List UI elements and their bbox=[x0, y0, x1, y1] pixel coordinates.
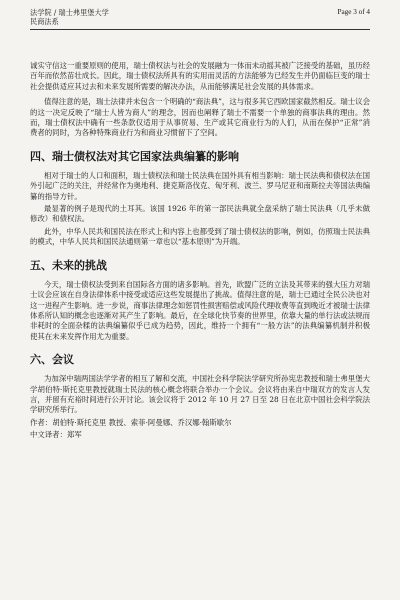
page-header bbox=[30, 8, 370, 26]
author-names: 胡伯特·斯托克里 教授、索菲·阿曼娜、乔汉娜·翰斯歇尔 bbox=[52, 417, 232, 427]
page-number: Page 3 of 4 bbox=[337, 8, 370, 16]
translator-name: 郑军 bbox=[66, 430, 82, 440]
paragraph-intro-1: 诚实守信这一重要原则的使用，瑞士债权法与社会的发展融为一体而未动摇其被广泛接受的基础，虽历经百年而依然苗壮成长。因此，瑞士债权法所具有的实用而灵活的方法能够为已经发生并仍面临巨变的瑞士社会提供适应其过去和未来发展所需要的解决办法，从而能够满足社会发展的具体需求。 bbox=[30, 61, 370, 91]
author-label: 作者： bbox=[30, 417, 53, 427]
section-4-paragraph-2: 最显著的例子是现代的土耳其。该国 1926 年的第一部民法典就全盘采纳了瑞士民法典（几乎未做修改）和债权法。 bbox=[30, 204, 370, 224]
translator-line bbox=[30, 430, 370, 440]
section-6-paragraph-1: 为加深中瑞两国法学学者的相互了解和交流，中国社会科学院法学研究所孙宪忠教授和瑞士弗里堡大学胡伯特·斯托克里教授就瑞士民法的核心概念将联合举办一个会议。会议将由来自中瑞双方的发言人发言，并留有充裕时间进行公开讨论。该会议将于 2012 年 10 月 27 日至 28 日在北京中国社会科学院法学研究所举行。 bbox=[30, 374, 370, 415]
translator-label: 中文译者： bbox=[30, 430, 67, 440]
header-institution bbox=[30, 8, 109, 26]
header-line-2: 民商法系 bbox=[30, 17, 59, 26]
section-5-title: 五、未来的挑战 bbox=[30, 258, 107, 272]
section-4-paragraph-1: 相对于瑞士的人口和面积，瑞士债权法和瑞士民法典在国外具有相当影响：瑞士民法典和债权法在国外引起广泛的关注，并经常作为奥地利、捷克斯洛伐克、匈牙利、波兰、罗马尼亚和南斯拉夫等国法典编纂的指导方针。 bbox=[30, 170, 370, 201]
section-6-title: 六、会议 bbox=[30, 353, 74, 367]
section-5-paragraph-1: 今天，瑞士债权法受到来自国际各方面的诸多影响。首先，欧盟广泛的立法及其带来的强大压力对瑞士议会应该在自身法律体系中接受或适应这些发展提出了挑战。值得注意的是，瑞士已通过全民公决也对这一进程产生影响。进一步说，商事法律理念如惩罚性损害赔偿或风险代理收费等直到晚近才被瑞士法律体系所认知的概念也逐渐对其产生了影响。最后，在全球化快节奏的世界里，依靠大量的单行法或法规而非耗时的全面杂糅的法典编纂似乎已成为趋势，因此，维持一个拥有“一般方法”的法典编纂机制并积极使其在未来发挥作用尤为重要。 bbox=[30, 279, 370, 341]
section-4-title: 四、瑞士债权法对其它国家法典编纂的影响 bbox=[30, 149, 239, 163]
document-body bbox=[30, 61, 370, 441]
author-line bbox=[30, 418, 370, 428]
header-line-1: 法学院 / 瑞士弗里堡大学 bbox=[30, 8, 109, 17]
paragraph-intro-2: 值得注意的是，瑞士法律并未包含一个明确的“商法典”，这与很多其它西欧国家截然相反。瑞士议会的这一决定反映了“瑞士人皆为商人”的理念，因而也阐释了瑞士不需要一个单独的商事法典的理由。然而，瑞士债权法中确有一些条款仅适用于从事贸易、生产或其它商业行为的人们，从而在保护“正常”消费者的同时，为各种特殊商业行为和商业习惯留下了空间。 bbox=[30, 97, 370, 138]
section-4-paragraph-3: 此外，中华人民共和国民法在形式上和内容上也都受到了瑞士债权法的影响，例如，仿照瑞士民法典的模式，中华人民共和国民法通则第一章也以“基本原则”为开端。 bbox=[30, 226, 370, 247]
header-divider bbox=[30, 29, 370, 30]
